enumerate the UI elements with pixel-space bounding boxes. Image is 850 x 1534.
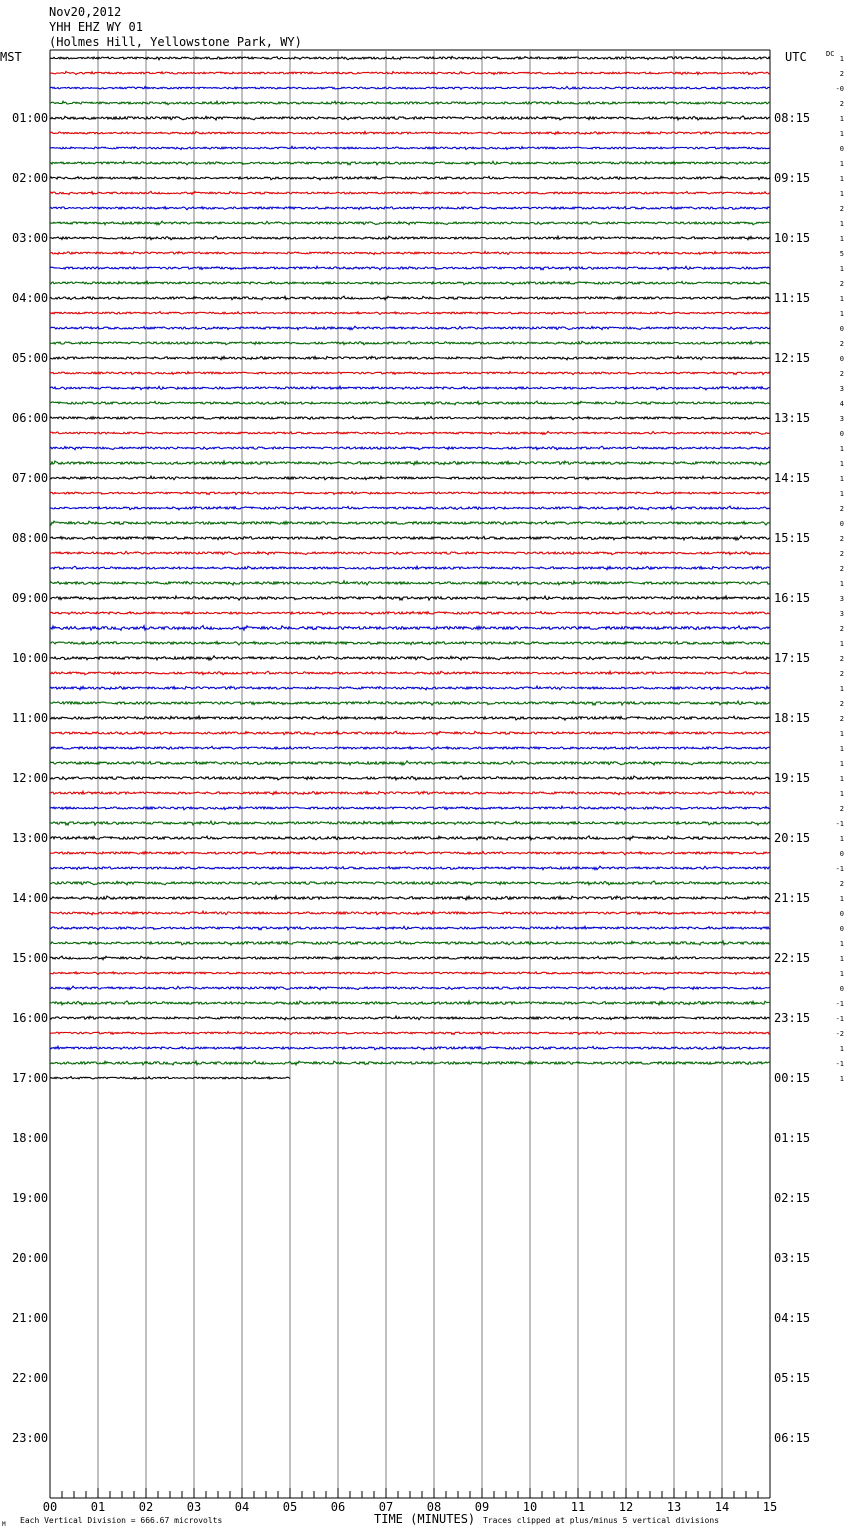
- hour-label-mst: 19:00: [12, 1191, 49, 1205]
- dc-offset-value: 1: [839, 790, 844, 798]
- dc-offset-value: 3: [839, 610, 844, 618]
- hour-label-utc: 19:15: [774, 771, 811, 785]
- trace-row-64: [50, 1016, 770, 1020]
- trace-row-26: [50, 446, 770, 450]
- hour-label-mst: 17:00: [12, 1071, 49, 1085]
- trace-row-44: [50, 716, 770, 720]
- dc-offset-value: 4: [839, 400, 844, 408]
- dc-offset-value: 1: [839, 970, 844, 978]
- trace-row-15: [50, 281, 770, 285]
- x-tick-label: 14: [714, 1500, 730, 1514]
- hour-label-mst: 12:00: [12, 771, 49, 785]
- hour-label-utc: 23:15: [774, 1011, 811, 1025]
- hour-label-utc: 10:15: [774, 231, 811, 245]
- hour-label-utc: 22:15: [774, 951, 811, 965]
- trace-row-28: [50, 476, 770, 480]
- header-location: (Holmes Hill, Yellowstone Park, WY): [49, 35, 302, 49]
- dc-offset-value: 1: [839, 775, 844, 783]
- trace-row-27: [50, 461, 770, 465]
- x-tick-label: 09: [474, 1500, 490, 1514]
- dc-offset-value: 1: [839, 445, 844, 453]
- trace-row-35: [50, 581, 770, 585]
- x-tick-label: 04: [234, 1500, 250, 1514]
- trace-row-60: [50, 956, 770, 959]
- trace-row-13: [50, 251, 770, 254]
- dc-offset-value: 1: [839, 730, 844, 738]
- trace-row-45: [50, 731, 770, 735]
- dc-offset-value: 1: [839, 130, 844, 138]
- dc-offset-value: 5: [839, 250, 844, 258]
- dc-offset-value: 1: [839, 640, 844, 648]
- hour-label-mst: 01:00: [12, 111, 49, 125]
- x-tick-label: 00: [42, 1500, 58, 1514]
- x-axis: [43, 1488, 777, 1514]
- hour-label-utc: 18:15: [774, 711, 811, 725]
- trace-row-48: [50, 776, 770, 780]
- dc-offset-value: 1: [839, 190, 844, 198]
- hour-label-mst: 13:00: [12, 831, 49, 845]
- trace-row-5: [50, 131, 770, 134]
- trace-row-62: [50, 986, 770, 990]
- trace-row-53: [50, 851, 770, 854]
- dc-offset-value: 1: [839, 760, 844, 768]
- trace-row-30: [50, 506, 770, 510]
- trace-row-11: [50, 221, 770, 225]
- hour-label-mst: 23:00: [12, 1431, 49, 1445]
- dc-offset-value: 3: [839, 385, 844, 393]
- dc-offset-value: 1: [839, 160, 844, 168]
- dc-offset-value: -2: [835, 1030, 844, 1038]
- trace-row-25: [50, 431, 770, 434]
- x-tick-label: 13: [666, 1500, 682, 1514]
- trace-row-68: [50, 1077, 290, 1079]
- dc-offset-value: 1: [839, 895, 844, 903]
- hour-label-mst: 22:00: [12, 1371, 49, 1385]
- trace-row-18: [50, 326, 770, 330]
- dc-offset-value: 2: [839, 505, 844, 513]
- hour-label-utc: 09:15: [774, 171, 811, 185]
- dc-offset-value: 1: [839, 685, 844, 693]
- trace-row-49: [50, 791, 770, 795]
- dc-offset-value: 2: [839, 70, 844, 78]
- trace-row-55: [50, 881, 770, 885]
- hour-label-utc: 00:15: [774, 1071, 811, 1085]
- dc-offset-value: 3: [839, 415, 844, 423]
- trace-row-17: [50, 312, 770, 315]
- dc-offset-value: 1: [839, 1045, 844, 1053]
- trace-row-14: [50, 266, 770, 270]
- dc-offset-value: 1: [839, 580, 844, 588]
- trace-row-1: [50, 71, 770, 74]
- x-tick-label: 07: [378, 1500, 394, 1514]
- trace-row-47: [50, 761, 770, 765]
- hour-label-utc: 01:15: [774, 1131, 811, 1145]
- dc-offset-value: 1: [839, 475, 844, 483]
- trace-row-54: [50, 866, 770, 870]
- dc-offset-value: 0: [839, 430, 844, 438]
- hour-label-utc: 14:15: [774, 471, 811, 485]
- trace-row-3: [50, 101, 770, 104]
- x-tick-label: 15: [762, 1500, 778, 1514]
- hour-label-utc: 08:15: [774, 111, 811, 125]
- trace-row-37: [50, 611, 770, 614]
- trace-row-43: [50, 701, 770, 705]
- dc-offset-value: 1: [839, 265, 844, 273]
- dc-offset-value: 2: [839, 550, 844, 558]
- dc-offset-value: 0: [839, 145, 844, 153]
- hour-label-mst: 18:00: [12, 1131, 49, 1145]
- trace-row-36: [50, 596, 770, 600]
- left-timezone-label: MST: [0, 50, 22, 64]
- trace-row-46: [50, 746, 770, 749]
- dc-offset-value: 1: [839, 940, 844, 948]
- trace-row-24: [50, 416, 770, 419]
- trace-row-22: [50, 386, 770, 390]
- trace-row-16: [50, 296, 770, 300]
- dc-offset-value: 0: [839, 925, 844, 933]
- trace-row-34: [50, 566, 770, 569]
- trace-row-19: [50, 341, 770, 345]
- x-tick-label: 12: [618, 1500, 634, 1514]
- hour-label-utc: 11:15: [774, 291, 811, 305]
- hour-label-mst: 07:00: [12, 471, 49, 485]
- trace-row-61: [50, 972, 770, 975]
- clip-note: Traces clipped at plus/minus 5 vertical divisions: [483, 1516, 720, 1525]
- dc-offset-value: 2: [839, 535, 844, 543]
- x-tick-label: 08: [426, 1500, 442, 1514]
- header-station: YHH EHZ WY 01: [49, 20, 143, 34]
- trace-row-50: [50, 806, 770, 810]
- dc-offset-value: 1: [839, 220, 844, 228]
- dc-offset-value: 0: [839, 520, 844, 528]
- hour-label-mst: 08:00: [12, 531, 49, 545]
- x-tick-label: 05: [282, 1500, 298, 1514]
- dc-offset-value: 2: [839, 100, 844, 108]
- x-tick-label: 11: [570, 1500, 586, 1514]
- hour-label-utc: 02:15: [774, 1191, 811, 1205]
- trace-row-66: [50, 1046, 770, 1050]
- dc-offset-value: 0: [839, 910, 844, 918]
- x-axis-title: TIME (MINUTES): [374, 1512, 476, 1526]
- trace-row-33: [50, 551, 770, 554]
- trace-row-23: [50, 401, 770, 405]
- corner-mark: M: [2, 1521, 6, 1528]
- trace-row-12: [50, 236, 770, 240]
- dc-offset-value: 1: [839, 835, 844, 843]
- x-tick-label: 02: [138, 1500, 154, 1514]
- hour-label-utc: 20:15: [774, 831, 811, 845]
- label-layer: [0, 50, 844, 1528]
- trace-row-38: [50, 626, 770, 631]
- hour-label-mst: 15:00: [12, 951, 49, 965]
- dc-offset-value: 1: [839, 295, 844, 303]
- dc-offset-value: 2: [839, 565, 844, 573]
- hour-label-utc: 21:15: [774, 891, 811, 905]
- trace-row-56: [50, 896, 770, 900]
- trace-row-42: [50, 686, 770, 690]
- dc-offset-value: 2: [839, 805, 844, 813]
- trace-row-31: [50, 521, 770, 525]
- trace-row-6: [50, 146, 770, 149]
- right-timezone-label: UTC: [785, 50, 807, 64]
- trace-row-29: [50, 492, 770, 495]
- trace-row-63: [50, 1001, 770, 1005]
- hour-label-utc: 04:15: [774, 1311, 811, 1325]
- header-date: Nov20,2012: [49, 5, 122, 19]
- dc-offset-value: 2: [839, 280, 844, 288]
- hour-label-mst: 05:00: [12, 351, 49, 365]
- dc-offset-value: 1: [839, 745, 844, 753]
- x-tick-label: 10: [522, 1500, 538, 1514]
- x-tick-label: 03: [186, 1500, 202, 1514]
- dc-offset-value: 0: [839, 850, 844, 858]
- hour-label-mst: 09:00: [12, 591, 49, 605]
- dc-offset-value: -1: [835, 865, 844, 873]
- trace-row-9: [50, 191, 770, 194]
- dc-offset-value: 3: [839, 595, 844, 603]
- dc-offset-value: 2: [839, 670, 844, 678]
- trace-row-10: [50, 207, 770, 210]
- dc-offset-value: 2: [839, 370, 844, 378]
- hour-label-mst: 06:00: [12, 411, 49, 425]
- trace-row-40: [50, 656, 770, 660]
- dc-offset-value: 0: [839, 355, 844, 363]
- hour-label-utc: 05:15: [774, 1371, 811, 1385]
- dc-offset-value: 1: [839, 1075, 844, 1083]
- hour-label-utc: 13:15: [774, 411, 811, 425]
- hour-label-mst: 16:00: [12, 1011, 49, 1025]
- dc-offset-value: -0: [835, 85, 844, 93]
- hour-label-mst: 04:00: [12, 291, 49, 305]
- hour-label-utc: 03:15: [774, 1251, 811, 1265]
- trace-layer: [50, 56, 770, 1079]
- x-tick-label: 01: [90, 1500, 106, 1514]
- trace-row-4: [50, 116, 770, 120]
- x-tick-label: 06: [330, 1500, 346, 1514]
- dc-offset-value: 2: [839, 700, 844, 708]
- dc-offset-value: 0: [839, 985, 844, 993]
- hour-label-utc: 12:15: [774, 351, 811, 365]
- hour-label-mst: 11:00: [12, 711, 49, 725]
- hour-label-mst: 20:00: [12, 1251, 49, 1265]
- trace-row-2: [50, 86, 770, 89]
- dc-offset-value: 1: [839, 460, 844, 468]
- hour-label-mst: 03:00: [12, 231, 49, 245]
- dc-offset-value: 1: [839, 235, 844, 243]
- trace-row-41: [50, 671, 770, 675]
- dc-offset-value: 1: [839, 490, 844, 498]
- dc-offset-value: 1: [839, 955, 844, 963]
- hour-label-utc: 16:15: [774, 591, 811, 605]
- trace-row-51: [50, 821, 770, 825]
- dc-offset-value: -1: [835, 820, 844, 828]
- dc-offset-value: 1: [839, 175, 844, 183]
- hour-label-mst: 02:00: [12, 171, 49, 185]
- hour-label-mst: 14:00: [12, 891, 49, 905]
- trace-row-32: [50, 536, 770, 540]
- trace-row-7: [50, 161, 770, 165]
- dc-offset-value: -1: [835, 1000, 844, 1008]
- dc-offset-value: -1: [835, 1060, 844, 1068]
- dc-offset-value: -1: [835, 1015, 844, 1023]
- trace-row-67: [50, 1061, 770, 1065]
- trace-row-21: [50, 372, 770, 375]
- dc-offset-value: 1: [839, 310, 844, 318]
- dc-offset-value: 2: [839, 715, 844, 723]
- dc-offset-value: 2: [839, 625, 844, 633]
- trace-row-65: [50, 1032, 770, 1035]
- dc-offset-value: 1: [839, 55, 844, 63]
- hour-label-utc: 17:15: [774, 651, 811, 665]
- trace-row-8: [50, 176, 770, 179]
- trace-row-39: [50, 641, 770, 645]
- trace-row-57: [50, 911, 770, 915]
- hour-label-mst: 10:00: [12, 651, 49, 665]
- dc-offset-value: 0: [839, 325, 844, 333]
- dc-offset-header: DC: [826, 50, 835, 58]
- dc-offset-value: 2: [839, 340, 844, 348]
- trace-row-20: [50, 356, 770, 360]
- hour-label-utc: 15:15: [774, 531, 811, 545]
- dc-offset-value: 1: [839, 115, 844, 123]
- hour-label-mst: 21:00: [12, 1311, 49, 1325]
- trace-row-0: [50, 56, 770, 59]
- dc-offset-value: 2: [839, 205, 844, 213]
- dc-offset-value: 2: [839, 655, 844, 663]
- trace-row-58: [50, 926, 770, 930]
- scale-note: Each Vertical Division = 666.67 microvolts: [20, 1516, 223, 1525]
- trace-row-59: [50, 941, 770, 945]
- dc-offset-value: 2: [839, 880, 844, 888]
- hour-label-utc: 06:15: [774, 1431, 811, 1445]
- trace-row-52: [50, 836, 770, 840]
